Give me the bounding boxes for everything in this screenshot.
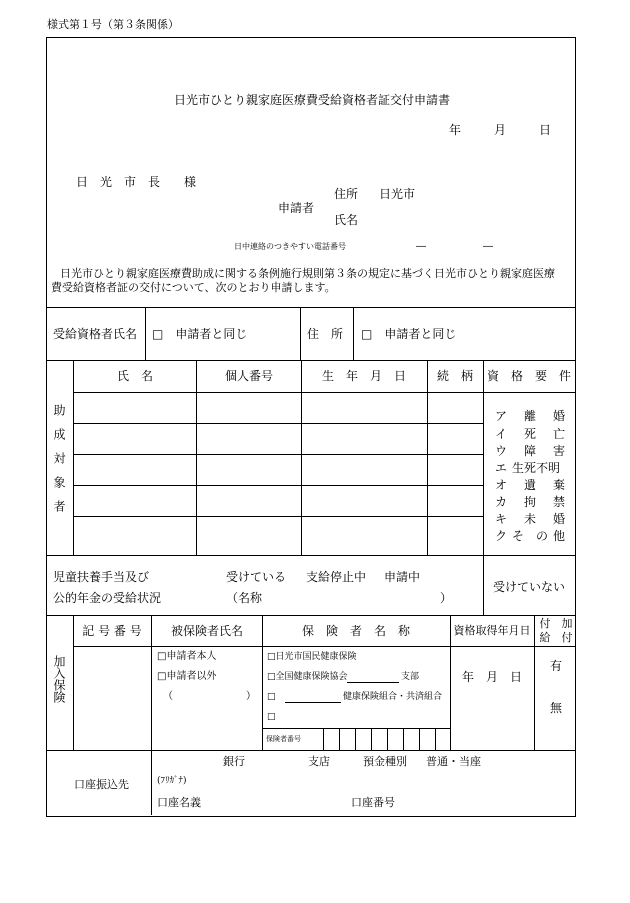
requirement-word-end: 害 xyxy=(552,444,565,458)
phone-dash-2: ― xyxy=(483,241,493,252)
phone-dash-1: ― xyxy=(416,241,426,252)
requirement-ku[interactable] xyxy=(495,530,565,542)
requirement-word-end: 亡 xyxy=(552,427,565,441)
account-type-value[interactable]: 普通・当座 xyxy=(426,755,481,768)
requirement-word-end: 禁 xyxy=(552,495,565,509)
acquired-date-field[interactable]: 年 月 日 xyxy=(461,670,523,684)
applicant-address-label: 住所 xyxy=(334,187,359,201)
insured-self-checkbox[interactable]: □申請者本人 xyxy=(157,651,217,662)
pension-label-line-2: 公的年金の受給状況 xyxy=(53,591,162,605)
header-symbol-number: 記 号 番 号 xyxy=(82,624,142,638)
requirement-word: 障 xyxy=(523,444,536,458)
account-type-label: 預金種別 xyxy=(363,755,407,768)
requirement-letter: ア xyxy=(495,409,508,423)
date-year-label: 年 xyxy=(449,123,462,137)
header-additional-line-2: 給 付 xyxy=(539,631,573,644)
form-number-label: 様式第１号（第３条関係） xyxy=(47,18,179,31)
pension-suspended-option[interactable]: 支給停止中 xyxy=(306,570,367,584)
requirement-word: 遺 xyxy=(523,478,536,492)
recipient-name-same-checkbox[interactable]: □ 申請者と同じ xyxy=(152,327,248,341)
additional-benefit-yes[interactable]: 有 xyxy=(549,659,563,673)
header-birthdate: 生 年 月 日 xyxy=(321,369,407,383)
recipient-name-label: 受給資格者氏名 xyxy=(53,327,138,341)
requirement-word: 生死不明 xyxy=(512,461,561,475)
insurance-side-label: 加入保険 xyxy=(52,655,66,703)
insured-paren-close: ） xyxy=(246,691,256,702)
requirement-ki[interactable] xyxy=(495,513,565,525)
pension-applying-option[interactable]: 申請中 xyxy=(384,570,421,584)
insured-paren-open: （ xyxy=(163,691,173,702)
insurer-union-suffix: 健康保険組合・共済組合 xyxy=(343,692,443,702)
additional-benefit-no[interactable]: 無 xyxy=(549,701,563,715)
subjects-side-label: 助成対象者 xyxy=(52,404,66,524)
requirement-word: そ の xyxy=(511,529,548,543)
pension-receiving-option[interactable]: 受けている xyxy=(226,570,287,584)
date-day-label: 日 xyxy=(539,123,552,137)
requirement-u[interactable] xyxy=(495,445,565,457)
header-eligibility: 資 格 要 件 xyxy=(486,369,572,383)
requirement-o[interactable] xyxy=(495,479,565,491)
furigana-label: (ﾌﾘｶﾞﾅ) xyxy=(157,776,187,786)
requirement-word-end: 他 xyxy=(552,529,565,543)
pension-label-line-1: 児童扶養手当及び xyxy=(53,570,150,584)
bank-name-label: 銀行 xyxy=(223,755,245,768)
requirement-letter: カ xyxy=(495,495,508,509)
requirement-ka[interactable] xyxy=(495,496,565,508)
header-name: 氏 名 xyxy=(116,369,154,383)
applicant-label: 申請者 xyxy=(278,201,315,215)
requirement-letter: オ xyxy=(495,478,508,492)
requirement-word: 拘 xyxy=(523,495,536,509)
requirement-e[interactable] xyxy=(495,462,565,474)
requirement-word-end: 棄 xyxy=(552,478,565,492)
header-relationship: 続 柄 xyxy=(436,369,474,383)
insurer-number-label: 保険者番号 xyxy=(266,735,301,743)
header-individual-number: 個人番号 xyxy=(224,369,274,383)
header-acquired-date: 資格取得年月日 xyxy=(453,624,531,637)
requirement-letter: ウ xyxy=(495,444,508,458)
bank-branch-label: 支店 xyxy=(308,755,330,768)
insurer-kyokai-branch: 支部 xyxy=(401,672,420,682)
requirement-letter: ク xyxy=(495,529,508,543)
insurer-kyokai-checkbox[interactable]: □全国健康保険協会 xyxy=(267,672,348,682)
insurer-union-checkbox[interactable]: □ xyxy=(267,692,276,702)
recipient-address-same-checkbox[interactable]: □ 申請者と同じ xyxy=(361,327,457,341)
insurer-nikko-nhi-checkbox[interactable]: □日光市国民健康保険 xyxy=(267,652,357,662)
insurer-other-checkbox[interactable]: □ xyxy=(267,712,276,722)
intro-text-line-1: 日光市ひとり親家庭医療費助成に関する条例施行規則第３条の規定に基づく日光市ひとり親家庭医療 xyxy=(60,267,555,280)
pension-name-close: ） xyxy=(440,591,453,605)
requirement-word: 死 xyxy=(523,427,536,441)
form-title: 日光市ひとり親家庭医療費受給資格者証交付申請書 xyxy=(173,93,451,107)
addressee: 日 光 市 長 様 xyxy=(76,175,197,189)
requirement-word: 未 xyxy=(523,512,536,526)
pension-name-open: （名称 xyxy=(226,591,263,605)
applicant-name-label: 氏名 xyxy=(334,213,359,227)
requirement-word: 離 xyxy=(523,409,536,423)
requirement-letter: エ xyxy=(495,461,508,475)
account-holder-label: 口座名義 xyxy=(157,796,201,809)
date-month-label: 月 xyxy=(494,123,507,137)
header-insured-name: 被保険者氏名 xyxy=(170,624,244,638)
requirement-a[interactable] xyxy=(495,410,565,422)
pension-not-receiving-option[interactable]: 受けていない xyxy=(492,580,566,594)
requirement-letter: キ xyxy=(495,512,508,526)
requirement-i[interactable] xyxy=(495,428,565,440)
header-insurer-name: 保 険 者 名 称 xyxy=(301,624,411,638)
account-number-label: 口座番号 xyxy=(351,796,395,809)
recipient-address-label: 住 所 xyxy=(307,327,344,341)
intro-text-line-2: 費受給資格者証の交付について、次のとおり申請します。 xyxy=(51,281,336,294)
insured-other-checkbox[interactable]: □申請者以外 xyxy=(157,671,217,682)
phone-label: 日中連絡のつきやすい電話番号 xyxy=(234,242,346,251)
bank-account-label: 口座振込先 xyxy=(74,778,129,791)
requirement-letter: イ xyxy=(495,427,508,441)
applicant-address-value[interactable]: 日光市 xyxy=(379,187,416,201)
requirement-word-end: 婚 xyxy=(552,512,565,526)
requirement-word-end: 婚 xyxy=(552,409,565,423)
header-additional-line-1: 付 加 xyxy=(539,617,573,630)
